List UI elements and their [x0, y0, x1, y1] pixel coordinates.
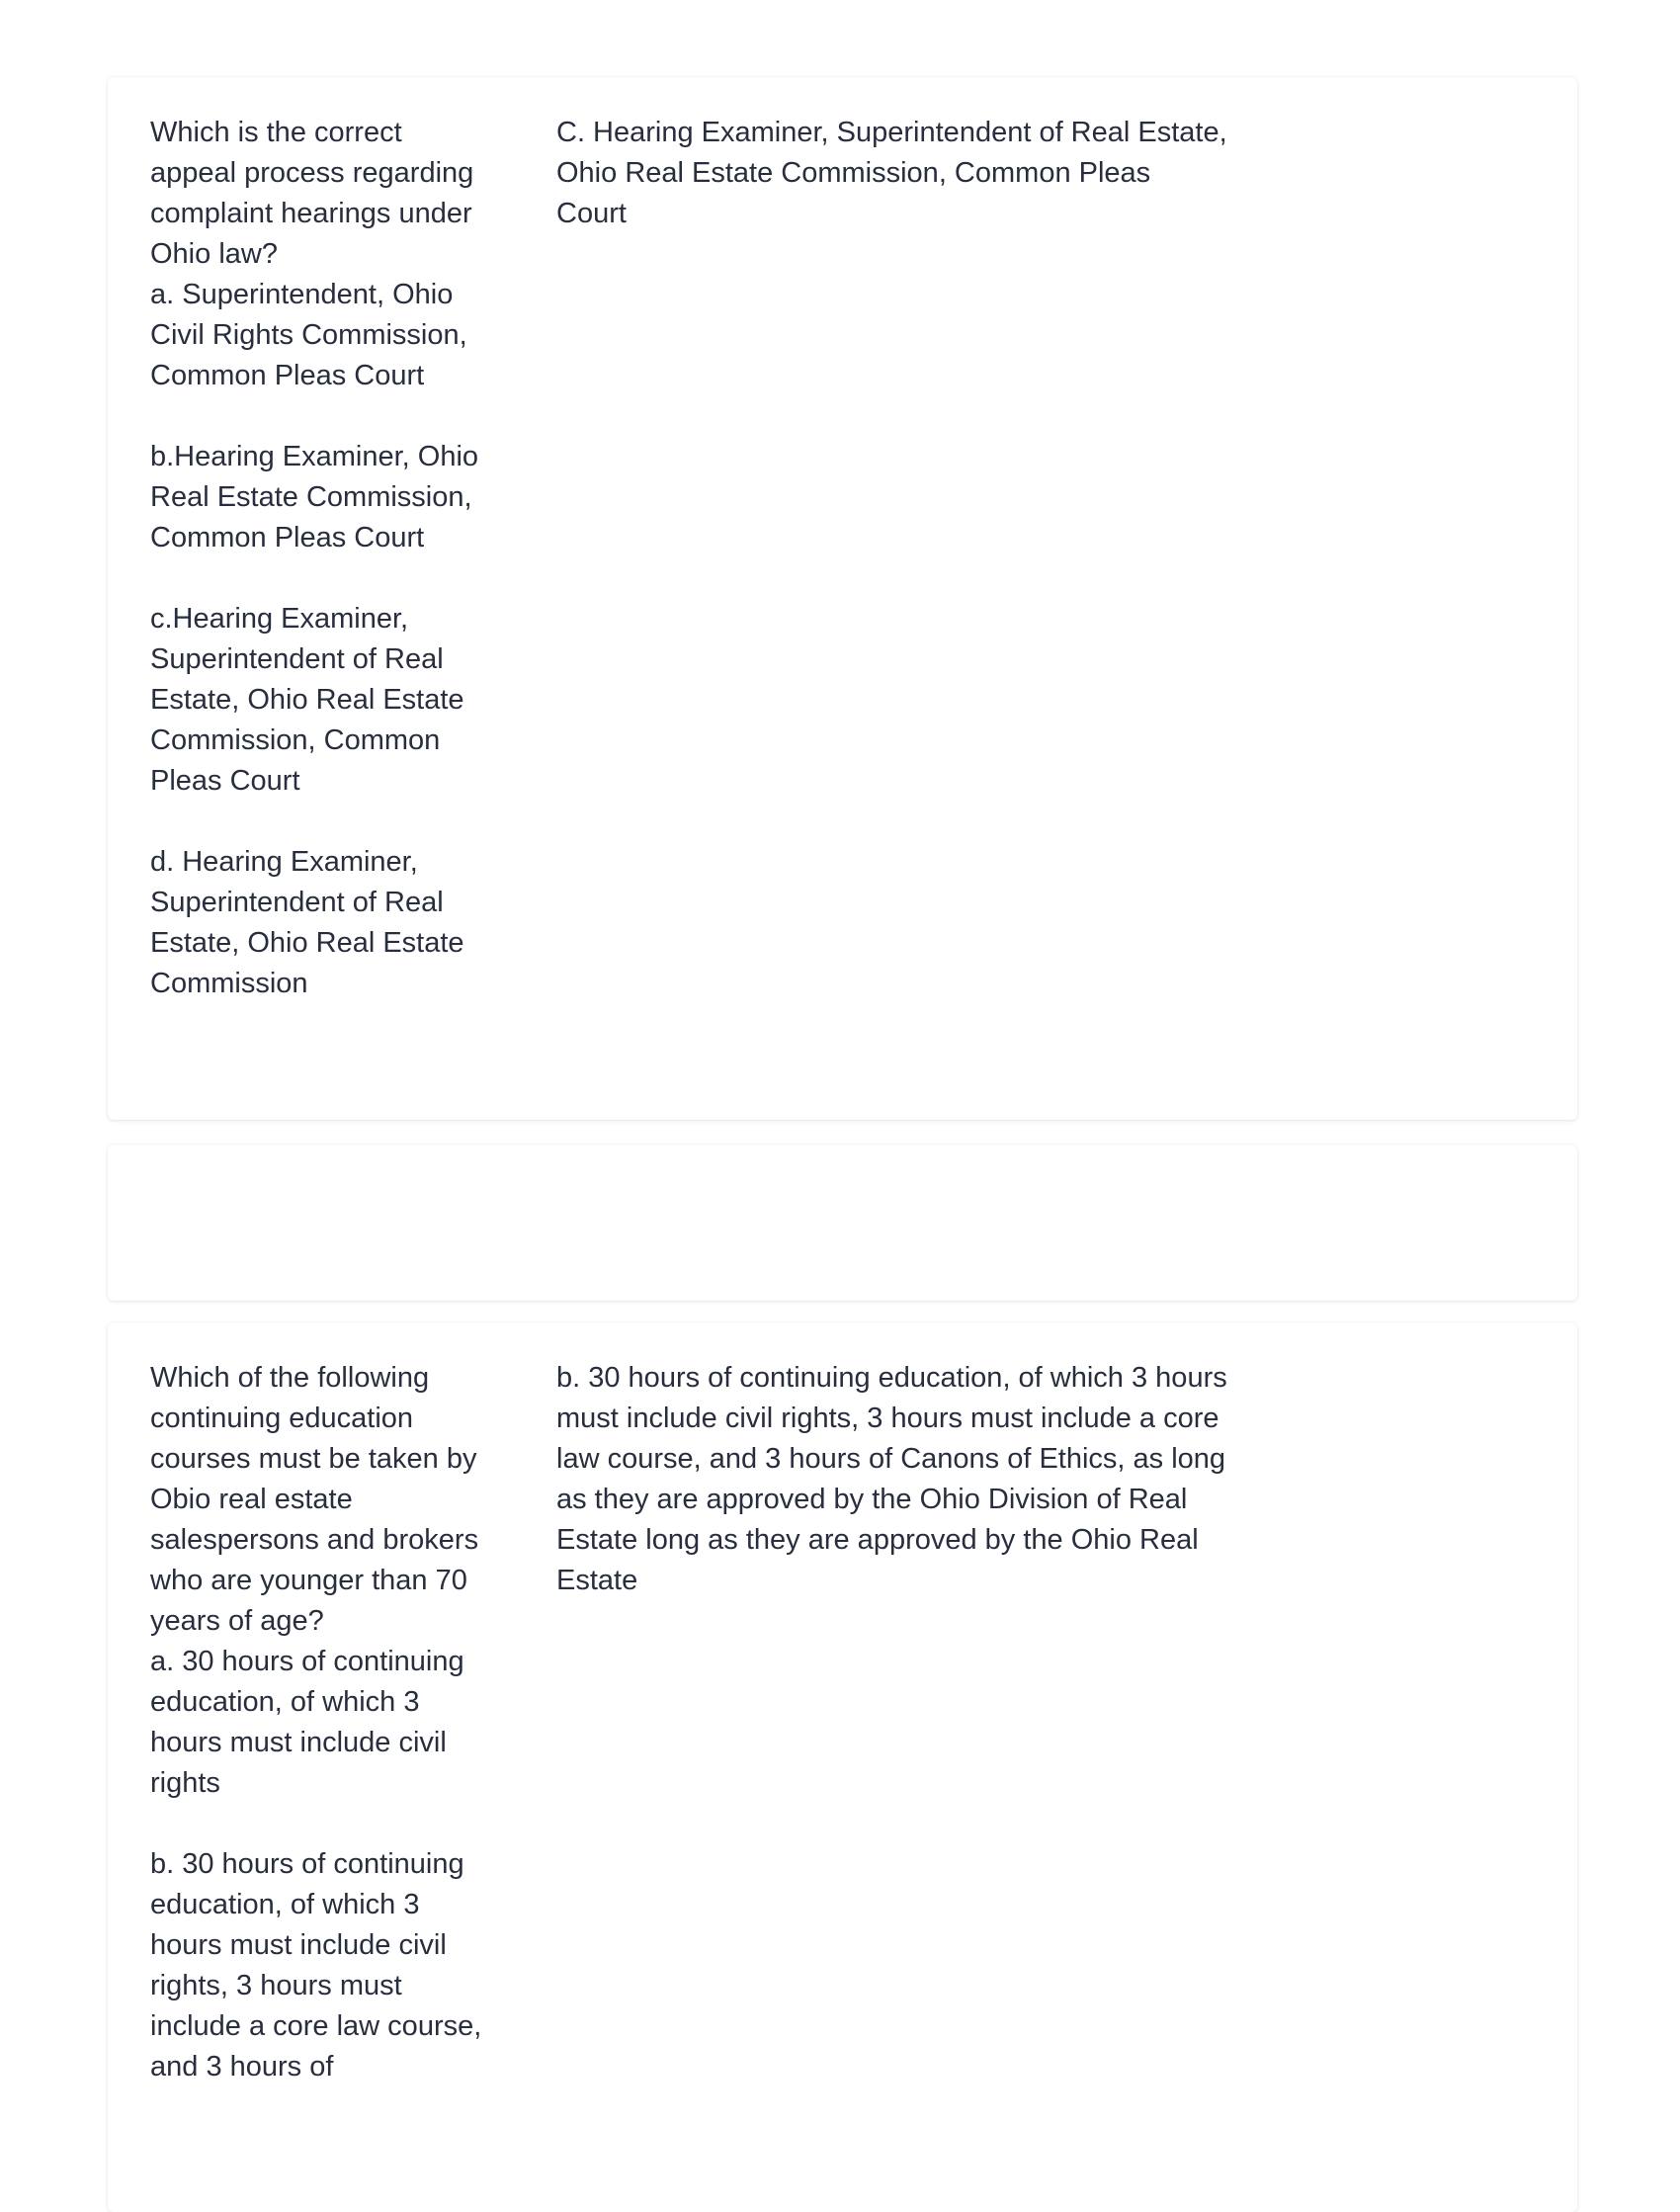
flashcard-empty [108, 1145, 1577, 1301]
card-term: Which of the following continuing education courses must be taken by Obio real estate salespersons and brokers who are younger than 70 years of age? a. 30 hours of continuing education, of which 3 hours must include civil rights b. 30 hours of continuing education, of which 3 hours must include civil rights, 3 hours must include a core law course, and 3 hours of [150, 1362, 482, 2083]
card-definition: C. Hearing Examiner, Superintendent of Real Estate, Ohio Real Estate Commission, Common Pleas Court [556, 117, 1235, 229]
flashcard [108, 77, 1577, 1120]
card-definition: b. 30 hours of continuing education, of which 3 hours must include civil rights, 3 hours must include a core law course, and 3 hours of Canons of Ethics, as long as they are approved by the Ohio Division of Real Estate long as they are approved by the Ohio Real Estate [556, 1362, 1235, 1596]
flashcard [108, 1322, 1577, 2212]
card-term: Which is the correct appeal process regarding complaint hearings under Ohio law? a. Superintendent, Ohio Civil Rights Commission, Common Pleas Court b.Hearing Examiner, Ohio Real Estate Commission, Common Pleas Court c.Hearing Examiner, Superintendent of Real Estate, Ohio Real Estate Commission, Common Pleas Court d. Hearing Examiner, Superintendent of Real Estate, Ohio Real Estate Commission [150, 117, 479, 999]
